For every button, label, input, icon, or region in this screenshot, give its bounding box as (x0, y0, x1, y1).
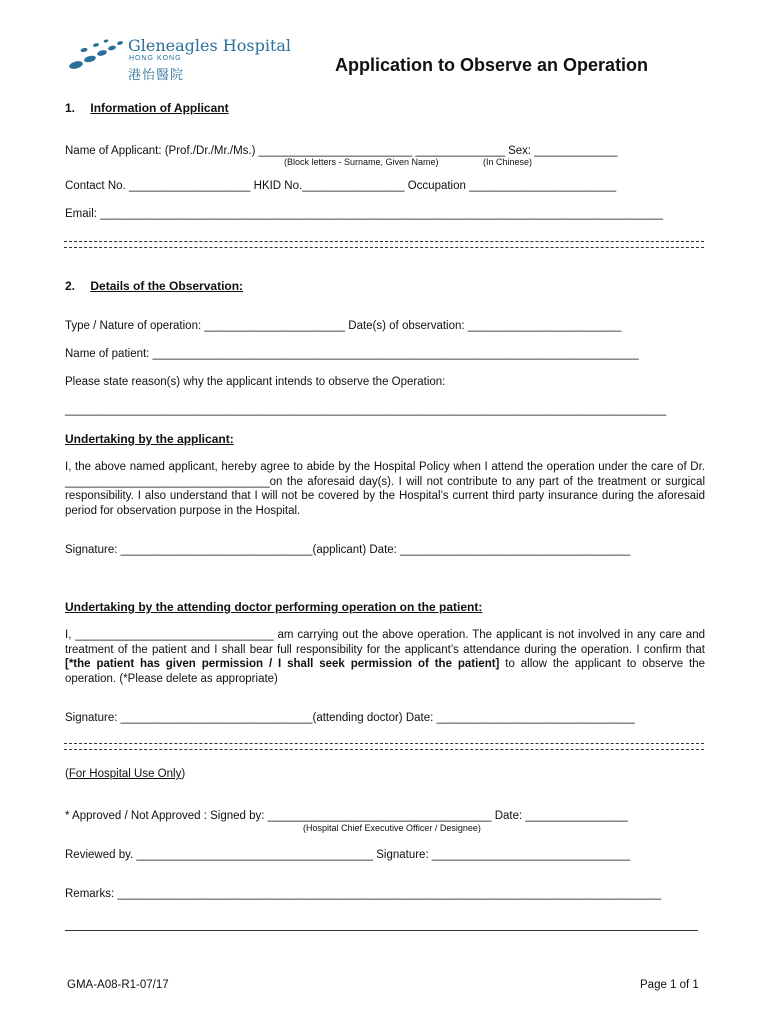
ceo-note: (Hospital Chief Executive Officer / Designee) (303, 823, 481, 833)
block-letters-note: (Block letters - Surname, Given Name) (284, 157, 439, 167)
chinese-name-note: (In Chinese) (483, 157, 533, 167)
doctor-undertaking-text (65, 628, 705, 686)
section1-number: 1. (65, 101, 76, 115)
page-number: Page 1 of 1 (640, 979, 699, 991)
applicant-name-field[interactable]: Name of Applicant: (Prof./Dr./Mr./Ms.) ________________________ ______________ Sex: _____________ (65, 145, 618, 157)
page-title: Application to Observe an Operation (335, 55, 649, 75)
section2-title: Details of the Observation: (90, 279, 244, 293)
doctor-undertaking-heading: Undertaking by the attending doctor performing operation on the patient: (65, 600, 483, 614)
section2-heading (65, 279, 243, 293)
remarks-extra-line[interactable] (65, 930, 698, 931)
dashed-divider (64, 241, 704, 248)
applicant-undertaking-text: I, the above named applicant, hereby agree to abide by the Hospital Policy when I attend the operation under the care of Dr. ________________________________on the aforesaid day(s). I will not contribute to any part of the treatment or surgical responsibility. I also understand that I will not be covered by the Hospital’s current third party insurance during the aforesaid period for observation purpose in the Hospital. (65, 461, 705, 517)
reviewed-signature-field[interactable]: Reviewed by. _____________________________________ Signature: _______________________________ (65, 849, 631, 861)
paren-open: ( (65, 768, 69, 780)
applicant-undertaking-heading: Undertaking by the applicant: (65, 432, 234, 446)
hospital-logo (66, 36, 296, 86)
contact-hkid-occupation-field[interactable]: Contact No. ___________________ HKID No.________________ Occupation _______________________ (65, 180, 617, 192)
remarks-field[interactable]: Remarks: _____________________________________________________________________________________ (65, 888, 662, 900)
applicant-signature-field[interactable]: Signature: ______________________________(applicant) Date: ____________________________________ (65, 544, 631, 556)
logo-mark-icon (66, 38, 126, 72)
dashed-divider (64, 743, 704, 750)
section1-heading (65, 101, 229, 115)
reason-field[interactable]: ______________________________________________________________________________________________ (65, 404, 667, 416)
patient-name-field[interactable]: Name of patient: ____________________________________________________________________________ (65, 348, 639, 360)
doctor-undertaking-text-bold: [*the patient has given permission / I shall seek permission of the patient] (65, 658, 500, 670)
hospital-use-title: For Hospital Use Only (68, 768, 182, 780)
doctor-signature-field[interactable]: Signature: ______________________________(attending doctor) Date: _______________________________ (65, 712, 635, 724)
doctor-undertaking-text-after: to allow the applicant to observe the operation. (*Please delete as appropriate) (65, 658, 705, 685)
logo-name: Gleneagles Hospital (128, 36, 292, 55)
operation-type-date-field[interactable]: Type / Nature of operation: ______________________ Date(s) of observation: ________________________ (65, 320, 622, 332)
hospital-use-heading (65, 768, 185, 780)
paren-close: ) (181, 768, 186, 780)
section2-number: 2. (65, 279, 76, 293)
doctor-undertaking-text-before: I, _______________________________ am carrying out the above operation. The applicant is not involved in any care and treatment of the patient and I shall bear full responsibility for the applicant’s attendance during the operation. I confirm that (65, 629, 705, 656)
logo-chinese-name: 港怡醫院 (128, 67, 185, 82)
approval-field[interactable]: * Approved / Not Approved : Signed by: ___________________________________ Date: ________________ (65, 810, 628, 822)
email-field[interactable]: Email: ________________________________________________________________________________________ (65, 208, 663, 220)
section1-title: Information of Applicant (90, 101, 229, 115)
reason-label: Please state reason(s) why the applicant intends to observe the Operation: (65, 376, 446, 388)
form-code: GMA-A08-R1-07/17 (67, 979, 169, 991)
logo-subtitle: HONG KONG (129, 55, 182, 62)
